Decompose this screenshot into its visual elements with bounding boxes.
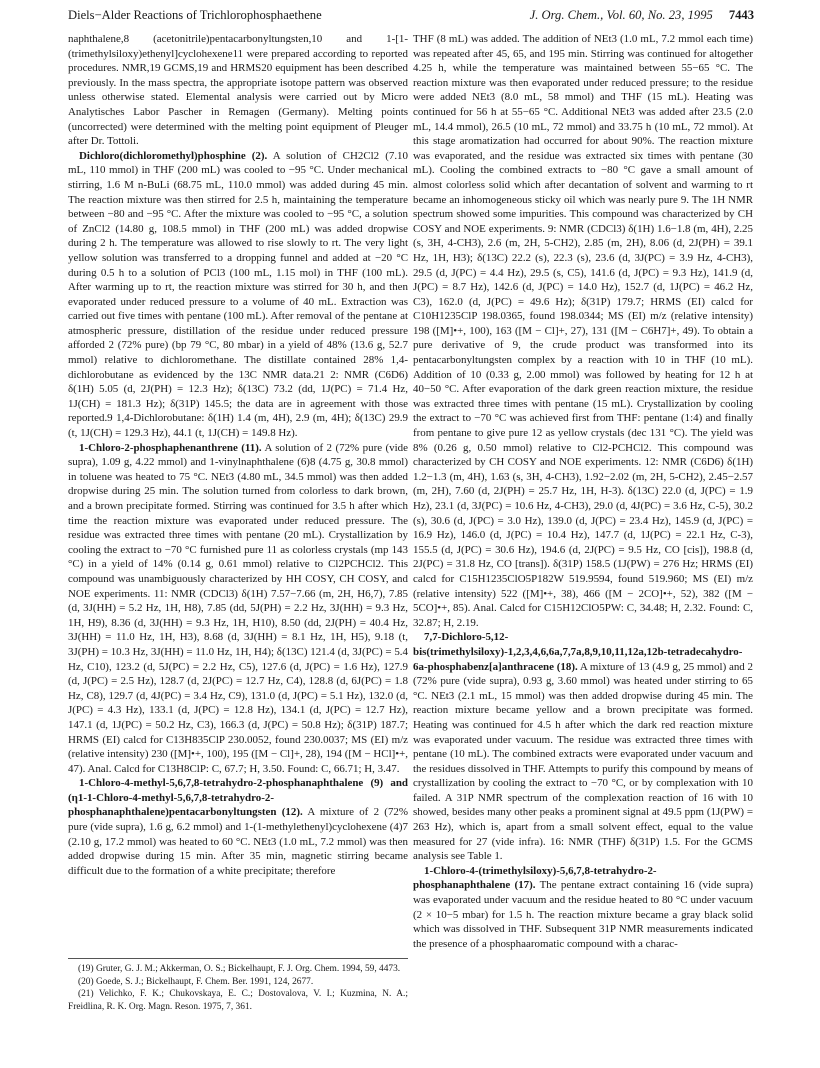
footnote-19: (19) Gruter, G. J. M.; Akkerman, O. S.; Bickelhaupt, F. J. Org. Chem. 1994, 59, 4473. xyxy=(78,964,401,974)
compound-title: 1-Chloro-4-(trimethylsiloxy)-5,6,7,8-tetrahydro-2-phosphanaphthalene (17). xyxy=(413,864,657,892)
footnotes xyxy=(68,958,408,1013)
compound-title: 1-Chloro-2-phosphaphenanthrene (11). xyxy=(79,441,262,454)
paragraph-text: The pentane extract containing 16 (vide supra) was evaporated under vacuum and the residue heated to 80 °C under vacuum (2 × 10−5 mbar) for 1.5 h. The reaction mixture became a gray black solid which was dissolved in THF. Subsequent 31P NMR measurements indicated the presence of a phosphaaromatic compound with a charac- xyxy=(413,879,753,950)
compound-title: Dichloro(dichloromethyl)phosphine (2). xyxy=(79,149,268,162)
paragraph-text: A mixture of 13 (4.9 g, 25 mmol) and 2 (72% pure (vide supra), 0.93 g, 3.60 mmol) was heated under stirring to 65 °C. NEt3 (2.1 mL, 15 mmol) was then added dropwise during 45 min. The reaction mixture became yellow and a brown precipitate was formed. Heating was continued for 4.5 h after which the dark red reaction mixture was evaporated under vacuum. The residue was extracted three times with pentane (10 mL). The combined extracts were evaporated under vacuum and the residues dissolved in THF. Attempts to purify this compound by means of crystallization by cooling the extract to −70 °C, or by complexation with 10 failed. A 31P NMR spectrum of the complexation reaction of 16 with 10 showed, besides many other peaks a prominent signal at 49.5 ppm (1J(PW) = 263 Hz), which is, apart from a small solvent effect, equal to the value measured for 27 (vide infra). 16: NMR (THF) δ(31P) 1.5. For the GCMS analysis see Table 1. xyxy=(413,660,753,863)
compound-title: 7,7-Dichloro-5,12-bis(trimethylsiloxy)-1,2,3,4,6,6a,7,7a,8,9,10,11,12a,12b-tetradecahydro-6a-phosphabenz[a]anthracene (18). xyxy=(413,631,743,673)
paragraph-materials: naphthalene,8 (acetonitrile)pentacarbonyltungsten,10 and 1-[1-(trimethylsiloxy)ethenyl]cyclohexene11 were prepared according to reported procedures. NMR,19 GCMS,19 and HRMS20 equipment has been described previously. In the mass spectra, the appropriate isotope pattern was observed unless otherwise stated. Elemental analysis were carried out by Micro Analytisches Labor Pascher in Remagen (Germany). Melting points (uncorrected) were determined with the melting point equipment of Pleuger after Dr. Tottoli. xyxy=(68,33,408,148)
footnote-rule xyxy=(68,958,408,959)
volume-info: Vol. 60, No. 23, 1995 xyxy=(606,8,713,22)
paragraph-compound-2 xyxy=(68,149,408,441)
paragraph-text: A solution of CH2Cl2 (7.10 mL, 110 mmol) in THF (200 mL) was cooled to −95 °C. Under mechanical stirring, 1.6 M n-BuLi (68.75 mL, 110.0 mmol) was added during 45 min. The reaction mixture was then stirred for 2.5 h, maintaining the temperature between −80 and −95 °C. After the mixture was cooled to −95 °C, a solution of ZnCl2 (14.80 g, 108.5 mmol) in THF (200 mL) was added dropwise during 2 h. The temperature was allowed to rise slowly to rt. The very light yellow solution was transferred to a dropping funnel and added at −20 °C during 0.5 h to a solution of PCl3 (100 mL, 1.15 mol) in THF (100 mL). After warming up to rt, the reaction mixture was stirred for 30 h, and then evaporated under reduced pressure to a volume of 40 mL. Extraction was carried out five times with pentane (100 mL). After removal of the pentane at atmospheric pressure, distillation of the residue under reduced pressure afforded 2 (72% pure) (bp 79 °C, 80 mbar) in a yield of 48% (13.6 g, 52.7 mmol) relative to dichloromethane. The distillate contained 28% 1,4-dichlorobutane as evidenced by the 13C NMR data.21 2: NMR (C6D6) δ(1H) 5.05 (d, 2J(PH) = 12.3 Hz); δ(13C) 73.2 (dd, 1J(PC) = 71.4 Hz, 1J(CH) = 181.3 Hz); δ(31P) 145.5; the data are in agreement with those reported.9 1,4-Dichlorobutane: δ(1H) 1.4 (m, 4H), 2.9 (m, 4H); δ(13C) 29.9 (t, 1J(CH) = 129.3 Hz), 44.1 (t, 1J(CH) = 149.8 Hz). xyxy=(68,149,408,440)
journal-name: J. Org. Chem., xyxy=(529,8,604,22)
paragraph-text: A mixture of 2 (72% pure (vide supra), 1.6 g, 6.2 mmol) and 1-(1-methylethenyl)cyclohexene (4)7 (2.10 g, 17.2 mmol) was heated to 60 °C. NEt3 (1.0 mL, 7.2 mmol) was then added dropwise during 15 min. After 35 min, magnetic stirring became difficult due to the formation of a white precipitate; therefore xyxy=(68,806,408,877)
footnote-21: (21) Velichko, F. K.; Chukovskaya, E. C.; Dostovalova, V. I.; Kuzmina, N. A.; Freidlina, R. K. Org. Magn. Reson. 1975, 7, 361. xyxy=(68,989,408,1012)
paragraph-compound-18 xyxy=(413,630,753,864)
paragraph-compound-11 xyxy=(68,441,408,777)
footnote-20: (20) Goede, S. J.; Bickelhaupt, F. Chem. Ber. 1991, 124, 2677. xyxy=(78,976,314,987)
right-column xyxy=(413,32,753,951)
running-title: Diels−Alder Reactions of Trichlorophosphaethene xyxy=(68,8,322,22)
paragraph-compound-9-12 xyxy=(68,776,408,878)
left-column xyxy=(68,32,408,878)
page-header xyxy=(68,8,754,28)
journal-citation xyxy=(530,8,754,23)
paragraph-text: A solution of 2 (72% pure (vide supra), 1.09 g, 4.22 mmol) and 1-vinylnaphthalene (6)8 (4.75 g, 30.8 mmol) in toluene was heated to 75 °C. NEt3 (4.80 mL, 34.5 mmol) was then added dropwise during 25 min. The solution turned from colorless to dark brown, and a brown precipitate formed. Stirring was continued for 3.5 h after which time the reaction mixture was evaporated under reduced pressure. The residue was extracted three times with pentane (20 mL). Crystallization by cooling the extract to −70 °C furnished pure 11 as colorless crystals (mp 143 °C) in a yield of 14% (0.14 g, 0.61 mmol) relative to Cl2PCHCl2. This compound was unambiguously characterized by HH COSY, CH COSY, and NOE experiments. 11: NMR (CDCl3) δ(1H) 7.57−7.66 (m, 2H, H6,7), 7.85 (d, 3J(HH) = 5.2 Hz, 1H, H8), 7.85 (dd, 5J(PH) = 2.2 Hz, 3J(HH) = 9.3 Hz, 1H, H9), 8.36 (d, 3J(HH) = 9.3 Hz, 1H, H10), 8.50 (dd, 2J(PH) = 40.4 Hz, 3J(HH) = 11.0 Hz, 1H, H3), 8.68 (d, 3J(HH) = 8.1 Hz, 1H, H5), 9.18 (t, 3J(PH) = 10.3 Hz, 3J(HH) = 11.0 Hz, 1H, H4); δ(13C) 121.4 (d, 3J(PC) = 5.4 Hz, C10), 123.2 (d, 5J(PC) = 2.2 Hz, C5), 127.6 (d, J(PC) = 1.6 Hz), 127.9 (d, J(PC) = 2.5 Hz), 128.7 (d, 2J(PC) = 12.7 Hz, C4), 128.8 (d, 6J(PC) = 1.8 Hz, C8), 129.7 (d, 4J(PC) = 3.4 Hz, C9), 131.0 (d, J(PC) = 5.1 Hz), 132.0 (d, J(PC) = 4.3 Hz), 133.1 (d, J(PC) = 12.8 Hz), 134.1 (d, J(PC) = 12.7 Hz), 147.1 (d, 1J(PC) = 50.2 Hz, C3), 166.3 (d, J(PC) = 50.8 Hz); δ(31P) 187.7; HRMS (EI) calcd for C13H835ClP 230.0052, found 230.0037; MS (EI) m/z (relative intensity) 230 ([M]•+, 100), 195 ([M − Cl]+, 28), 194 ([M − HCl]•+, 47). Anal. Calcd for C13H8ClP: C, 67.7; H, 3.50. Found: C, 66.71; H, 3.47. xyxy=(68,441,408,775)
page-number: 7443 xyxy=(728,8,754,22)
paragraph-continued: THF (8 mL) was added. The addition of NEt3 (1.0 mL, 7.2 mmol each time) was repeated after 45, 65, and 195 min. Stirring was continued for altogether 4.25 h, while the temperature was maintained between 55−65 °C. The reaction mixture was then evaporated under reduced pressure; to the residue were added NEt3 (8.0 mL, 58 mmol) and THF (15 mL). Heating was continued for 56 h at 55−65 °C. Additional NEt3 was added after 23.5 (2.0 mL, 14.4 mmol), 26.5 (10 mL, 72 mmol) and 33.75 h (10 mL, 72 mmol). At this stage aromatization had occurred for about 90%. The reaction mixture was evaporated, and the residue was extracted six times with pentane (30 mL). Cooling the combined extracts to −80 °C gave a small amount of almost colorless solid which after decantation of solvent and warming to rt became an inhomogeneous sticky oil which was nearly pure 9. The 1H NMR spectrum showed some impurities. This compound was characterized by CH COSY and NOE experiments. 9: NMR (CDCl3) δ(1H) 1.6−1.8 (m, 4H), 2.25 (s, 3H, 4-CH3), 2.6 (m, 2H, 5-CH2), 2.85 (m, 2H), 8.06 (d, 2J(PH) = 39.1 Hz, 1H, H3); δ(13C) 22.2 (s), 22.3 (s), 23.6 (d, 3J(PC) = 3.9 Hz, 4-CH3), 29.5 (d, J(PC) = 4.4 Hz), 29.5 (s, C5), 141.6 (d, J(PC) = 9.3 Hz), 141.9 (d, J(PC) = 8.7 Hz), 142.6 (d, J(PC) = 14.0 Hz), 152.7 (d, 1J(PC) = 46.2 Hz, C3), 162.0 (d, J(PC) = 49.6 Hz); δ(31P) 179.7; HRMS (EI) calcd for C10H1235ClP 198.0365, found 198.0344; MS (EI) m/z (relative intensity) 198 ([M]•+, 100), 163 ([M − Cl]+, 27), 131 ([M − C6H7]+, 49). To obtain a pure derivative of 9, the crude product was transformed into its pentacarbonyltungsten complex by a reaction with 10 in THF (10 mL). Addition of 10 (0.33 g, 2.00 mmol) was followed by heating for 12 h at 40−50 °C. After evaporation of the dark green reaction mixture, the residue was extracted three times with pentane (15 mL). Crystallization by cooling the extract to −70 °C was achieved first from THF: pentane (1:4) and finally from pentane to give pure 12 as yellow crystals (dec 131 °C). The yield was 8% (0.26 g, 0.50 mmol) relative to Cl2-PCHCl2. This compound was characterized by CH COSY and NOE experiments. 12: NMR (C6D6) δ(1H) 1.2−1.3 (m, 4H), 1.63 (s, 3H, 4-CH3), 1.92−2.02 (m, 2H, 5-CH2), 2.45−2.57 (m, 2H), 7.60 (d, 2J(PH) = 25.7 Hz, 1H, H-3). δ(13C) 22.0 (d, J(PC) = 1.9 Hz), 23.1 (d, 3J(PC) = 10.6 Hz, 4-CH3), 29.0 (d, 4J(PC) = 3.6 Hz, C-5), 30.2 (s), 30.6 (d, J(PC) = 3.0 Hz), 139.0 (d, J(PC) = 23.4 Hz), 145.9 (d, J(PC) = 16.9 Hz), 146.0 (d, J(PC) = 10.4 Hz), 147.7 (d, 1J(PC) = 22.1 Hz, C-3), 155.5 (d, J(PC) = 30.6 Hz), 194.6 (d, 2J(PC) = 9.5 Hz, CO [cis]), 198.8 (d, 2J(PC) = 31.8 Hz, CO [trans]). δ(31P) 158.5 (1J(PW) = 276 Hz; HRMS (EI) calcd for C15H1235ClO5P182W 519.9594, found 519.960; MS (EI) m/z (relative intensity) 522 ([M]•+, 38), 466 ([M − 2CO]•+, 52), 382 ([M − 5CO]•+, 85). Anal. Calcd for C15H12ClO5PW: C, 34.48; H, 2.32. Found: C, 32.87; H, 2.19. xyxy=(413,33,753,629)
compound-title: 1-Chloro-4-methyl-5,6,7,8-tetrahydro-2-phosphanaphthalene (9) and (η1-1-Chloro-4-methyl-5,6,7,8-tetrahydro-2-phosphanaphthalene)pentacarbonyltungsten (12). xyxy=(68,777,408,819)
paragraph-compound-17 xyxy=(413,864,753,952)
